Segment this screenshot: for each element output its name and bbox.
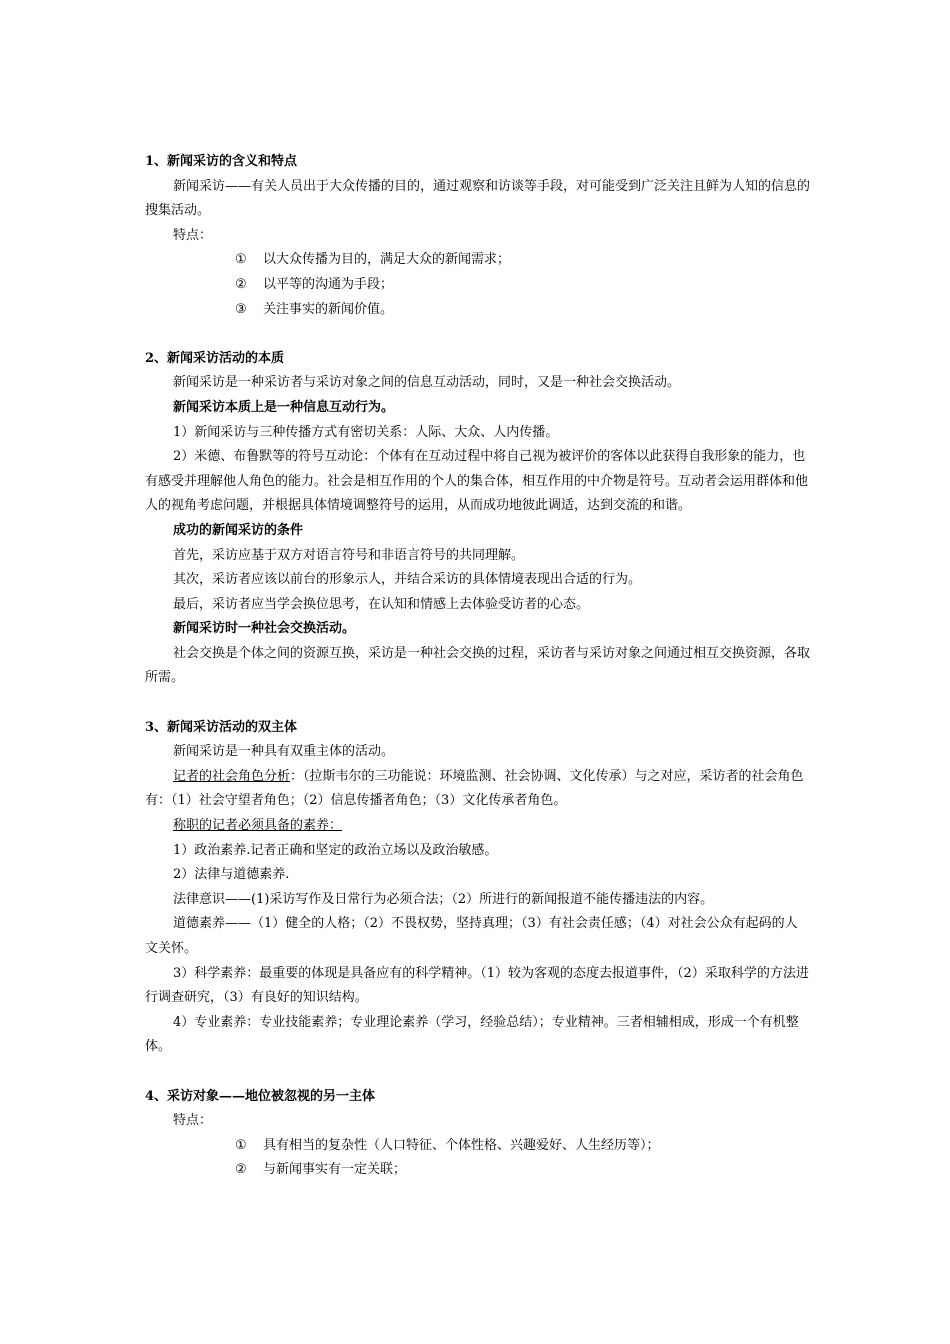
underlined-term: 称职的记者必须具备的素养： [173,818,343,834]
paragraph: 法律意识——(1)采访写作及日常行为必须合法；（2）所进行的新闻报道不能传播违法的内容。 [173,891,714,907]
list-item-text: 关注事实的新闻价值。 [263,301,394,317]
bold-subheading: 成功的新闻采访的条件 [173,522,304,538]
list-item-number: ① [235,1137,247,1153]
section-gap [145,691,810,716]
section-2-heading: 2、新闻采访活动的本质 [145,350,285,366]
underlined-term: 记者的社会角色分析 [173,768,291,784]
list-item-text: 以大众传播为目的，满足大众的新闻需求； [263,252,511,268]
paragraph: 道德素养——（1）健全的人格；（2）不畏权势，坚持真理；（3）有社会责任感；（4）对社会公众有起码的人文关怀。 [145,916,798,956]
section-4-heading: 4、采访对象——地位被忽视的另一主体 [145,1088,376,1104]
bold-subheading: 新闻采访时一种社会交换活动。 [173,621,356,637]
bold-subheading: 新闻采访本质上是一种信息互动行为。 [173,399,395,415]
paragraph: 首先，采访应基于双方对语言符号和非语言符号的共同理解。 [173,547,525,563]
list-item-text: 与新闻事实有一定关联； [263,1162,407,1178]
list-item [145,273,810,298]
section-4-features-label: 特点： [173,1113,213,1129]
paragraph: 2）米德、布鲁默等的符号互动论：个体有在互动过程中将自己视为被评价的客体以此获得自我形象的能力，也有感受并理解他人角色的能力。社会是相互作用的个人的集合体，相互作用的中介物是符号。互动者会运用群体和他人的视角考虑问题，并根据具体情境调整符号的运用，从而成功地彼此调适，达到交流的和谐。 [145,449,809,514]
section-gap [145,322,810,347]
paragraph-text: ：（拉斯韦尔的三功能说：环境监测、社会协调、文化传承）与之对应，采访者的社会角色有：（1）社会守望者角色；（2）信息传播者角色；（3）文化传承者角色。 [145,768,804,809]
list-item-text: 具有相当的复杂性（人口特征、个体性格、兴趣爱好、人生经历等）； [263,1137,660,1153]
paragraph: 2）法律与道德素养. [173,867,290,883]
section-1-features-label: 特点： [173,227,213,243]
paragraph: 社会交换是个体之间的资源互换，采访是一种社会交换的过程，采访者与采访对象之间通过相互交换资源，各取所需。 [145,645,811,686]
list-item-number: ② [235,1162,247,1178]
list-item-text: 以平等的沟通为手段； [263,276,394,292]
list-item [145,1158,810,1183]
section-3-heading: 3、新闻采访活动的双主体 [145,719,298,735]
paragraph: 最后，采访者应当学会换位思考，在认知和情感上去体验受访者的心态。 [173,596,590,612]
paragraph: 1）新闻采访与三种传播方式有密切关系：人际、大众、人内传播。 [173,424,559,440]
paragraph [145,814,810,839]
paragraph: 新闻采访是一种具有双重主体的活动。 [173,744,395,760]
list-item-number: ③ [235,301,247,317]
paragraph: 新闻采访是一种采访者与采访对象之间的信息互动活动，同时，又是一种社会交换活动。 [173,375,681,391]
section-1-heading: 1、新闻采访的含义和特点 [145,154,298,169]
paragraph [145,765,810,814]
list-item-number: ① [235,252,247,268]
list-item [145,248,810,273]
list-item [145,1134,810,1159]
section-1-definition: 新闻采访——有关人员出于大众传播的目的，通过观察和访谈等手段，对可能受到广泛关注且鲜为人知的信息的搜集活动。 [145,178,811,219]
paragraph: 其次，采访者应该以前台的形象示人，并结合采访的具体情境表现出合适的行为。 [173,572,642,588]
document-body [145,150,810,1183]
list-item [145,298,810,323]
paragraph: 3）科学素养：最重要的体现是具备应有的科学精神。（1）较为客观的态度去报道事件，（2）采取科学的方法进行调查研究，（3）有良好的知识结构。 [145,965,809,1006]
section-gap [145,1060,810,1085]
paragraph: 4）专业素养：专业技能素养；专业理论素养（学习，经验总结）；专业精神。三者相辅相成，形成一个有机整体。 [145,1014,799,1055]
list-item-number: ② [235,276,247,292]
paragraph: 1）政治素养.记者正确和坚定的政治立场以及政治敏感。 [173,842,498,858]
